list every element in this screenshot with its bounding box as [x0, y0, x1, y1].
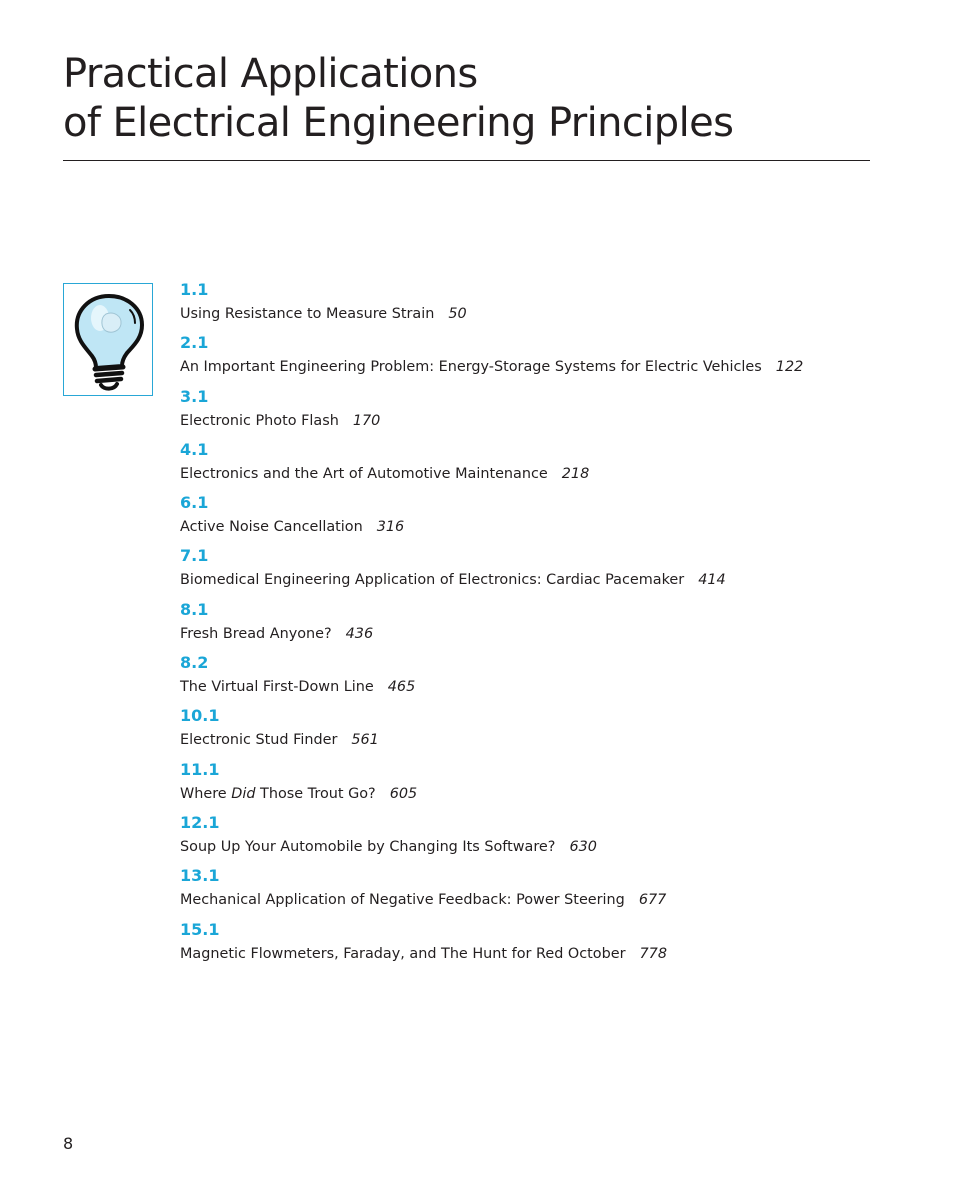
entry-title: Biomedical Engineering Application of Electronics: Cardiac Pacemaker — [180, 572, 685, 589]
page-title-line-2: of Electrical Engineering Principles — [63, 100, 734, 146]
entry-page: 218 — [561, 465, 590, 482]
entry-number: 2.1 — [180, 333, 209, 353]
list-item — [180, 440, 880, 493]
entry-title: Electronics and the Art of Automotive Maintenance — [180, 465, 548, 482]
entry-number: 1.1 — [180, 280, 209, 299]
entry-line — [180, 890, 880, 910]
entry-number: 15.1 — [180, 919, 220, 939]
entry-number: 10.1 — [180, 706, 220, 726]
list-item — [180, 600, 880, 653]
lightbulb-icon — [64, 284, 154, 397]
entry-line — [180, 677, 880, 697]
entry-number: 8.1 — [180, 599, 209, 619]
list-item — [180, 866, 880, 919]
entry-page: 677 — [638, 892, 667, 909]
entry-line — [180, 570, 880, 590]
entry-title: The Virtual First-Down Line — [180, 679, 374, 696]
entry-line — [180, 411, 880, 431]
entry-line — [180, 464, 880, 484]
list-item — [180, 760, 880, 813]
entry-line — [180, 517, 880, 537]
entry-number: 7.1 — [180, 546, 209, 566]
entry-number: 6.1 — [180, 493, 209, 513]
entry-title: Mechanical Application of Negative Feedback: Power Steering — [180, 892, 625, 909]
entry-line — [180, 304, 880, 324]
entry-page: 630 — [569, 838, 597, 855]
entry-page: 414 — [698, 572, 726, 589]
entry-title: An Important Engineering Problem: Energy-Storage Systems for Electric Vehicles — [180, 359, 762, 376]
entry-line — [180, 784, 880, 804]
entry-title-after: Those Trout Go? — [255, 785, 376, 802]
page-title-line-1: Practical Applications — [63, 51, 478, 97]
entry-title: Using Resistance to Measure Strain — [180, 306, 435, 322]
page-number: 8 — [63, 1134, 74, 1153]
page-title — [63, 50, 870, 148]
entry-page: 122 — [775, 359, 804, 376]
entry-number: 3.1 — [180, 386, 209, 406]
entry-number: 12.1 — [180, 812, 220, 832]
list-item — [180, 387, 880, 440]
entry-page: 316 — [376, 519, 405, 536]
entry-line — [180, 837, 880, 857]
entry-page: 561 — [351, 732, 379, 749]
entry-title: Magnetic Flowmeters, Faraday, and The Hunt for Red October — [180, 945, 626, 962]
entry-page: 50 — [448, 306, 467, 322]
entry-title-emphasis: Did — [231, 785, 256, 802]
entry-title-before: Where — [180, 785, 232, 802]
applications-list — [180, 280, 880, 973]
entry-number: 13.1 — [180, 866, 220, 886]
entry-line — [180, 944, 880, 964]
entry-title: Active Noise Cancellation — [180, 519, 363, 536]
title-rule — [63, 160, 870, 161]
entry-line — [180, 730, 880, 750]
lightbulb-icon-box — [63, 283, 153, 396]
list-item — [180, 546, 880, 599]
list-item — [180, 653, 880, 706]
entry-title: Electronic Stud Finder — [180, 732, 338, 749]
entry-number: 8.2 — [180, 653, 209, 673]
entry-title: Soup Up Your Automobile by Changing Its Software? — [180, 838, 556, 855]
list-item — [180, 813, 880, 866]
list-item — [180, 280, 880, 333]
list-item — [180, 706, 880, 759]
entry-page: 465 — [387, 679, 416, 696]
entry-line — [180, 624, 880, 644]
list-item — [180, 333, 880, 386]
entry-page: 778 — [639, 945, 667, 962]
entry-number: 4.1 — [180, 439, 209, 459]
list-item — [180, 920, 880, 973]
entry-page: 605 — [389, 785, 418, 802]
entry-number: 11.1 — [180, 759, 220, 779]
entry-title: Electronic Photo Flash — [180, 412, 339, 429]
entry-title: Fresh Bread Anyone? — [180, 625, 332, 642]
list-item — [180, 493, 880, 546]
entry-page: 170 — [352, 412, 381, 429]
entry-page: 436 — [345, 625, 374, 642]
entry-line — [180, 357, 880, 377]
